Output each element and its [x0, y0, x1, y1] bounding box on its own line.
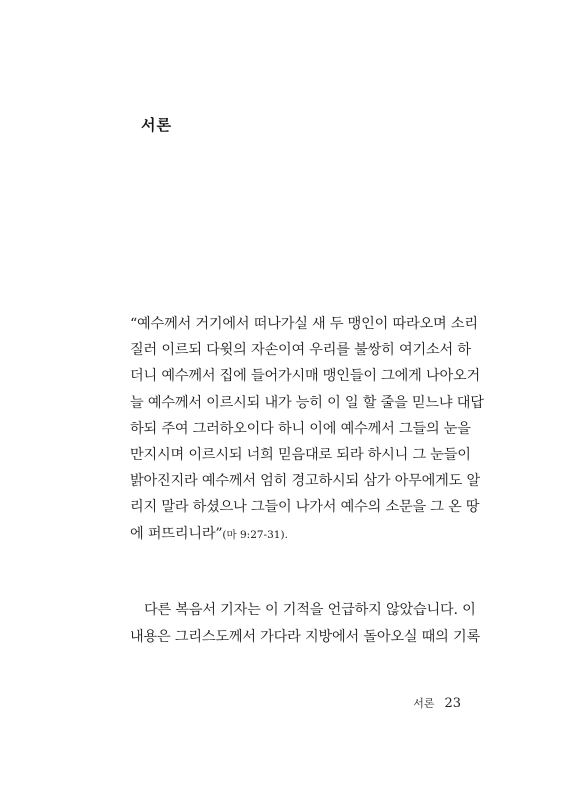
body-line: 내용은 그리스도께서 가다라 지방에서 돌아오실 때의 기록 — [130, 628, 480, 645]
running-footer-label: 서론 — [413, 697, 435, 710]
quote-line: 에 퍼뜨리니라” — [130, 525, 223, 542]
quote-line: 더니 예수께서 집에 들어가시매 맹인들이 그에게 나아오거 — [130, 368, 480, 385]
section-title: 서론 — [141, 116, 172, 134]
quote-line: “예수께서 거기에서 떠나가실 새 두 맹인이 따라오며 소리 — [130, 316, 478, 332]
page-footer — [413, 695, 461, 711]
scripture-reference: (마 9:27-31). — [222, 528, 288, 541]
scripture-quote — [130, 311, 484, 548]
body-paragraph — [130, 597, 480, 650]
quote-line: 밝아진지라 예수께서 엄히 경고하시되 삼가 아무에게도 알 — [130, 473, 480, 490]
quote-line: 리지 말라 하셨으나 그들이 나가서 예수의 소문을 그 온 땅 — [130, 499, 480, 516]
quote-line: 하되 주여 그러하오이다 하니 이에 예수께서 그들의 눈을 — [130, 420, 471, 437]
quote-line: 질러 이르되 다윗의 자손이여 우리를 불쌍히 여기소서 하 — [130, 342, 471, 359]
quote-line: 만지시며 이르시되 너희 믿음대로 되라 하시니 그 눈들이 — [130, 447, 471, 464]
quote-last-line — [130, 521, 458, 548]
body-line: 다른 복음서 기자는 이 기적을 언급하지 않았습니다. 이 — [144, 602, 476, 618]
page-number: 23 — [444, 696, 461, 711]
quote-line: 늘 예수께서 이르시되 내가 능히 이 일 할 줄을 믿느냐 대답 — [130, 394, 484, 411]
